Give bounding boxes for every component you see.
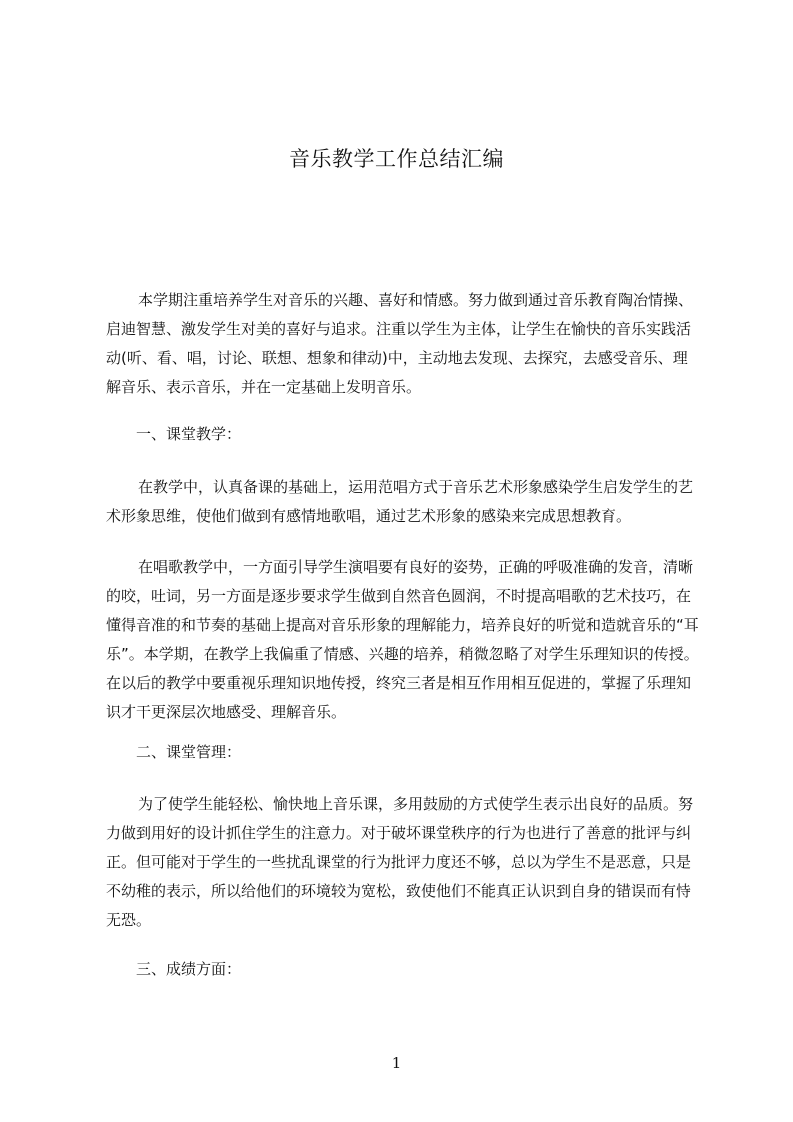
section-2-paragraph-1-block bbox=[106, 790, 700, 935]
section-1-paragraph-1-block bbox=[106, 473, 700, 531]
section-2-heading-block bbox=[106, 738, 700, 767]
intro-paragraph: 本学期注重培养学生对音乐的兴趣、喜好和情感。努力做到通过音乐教育陶冶情操、启迪智慧、激发学生对美的喜好与追求。注重以学生为主体，让学生在愉快的音乐实践活动(听、看、唱，讨论、联想、想象和律动)中，主动地去发现、去探究，去感受音乐、理解音乐、表示音乐，并在一定基础上发明音乐。 bbox=[106, 291, 694, 396]
document-title: 音乐教学工作总结汇编 bbox=[289, 147, 504, 171]
intro-paragraph-block bbox=[106, 286, 700, 402]
section-3-heading-block bbox=[106, 955, 700, 984]
section-1-paragraph-1: 在教学中，认真备课的基础上，运用范唱方式于音乐艺术形象感染学生启发学生的艺术形象思维，使他们做到有感情地歌唱，通过艺术形象的感染来完成思想教育。 bbox=[106, 478, 694, 525]
section-1-heading-block bbox=[106, 420, 700, 449]
section-1-paragraph-2-block bbox=[106, 553, 700, 727]
section-2-paragraph-1: 为了使学生能轻松、愉快地上音乐课，多用鼓励的方式使学生表示出良好的品质。努力做到用好的设计抓住学生的注意力。对于破坏课堂秩序的行为也进行了善意的批评与纠正。但可能对于学生的一些扰乱课堂的行为批评力度还不够，总以为学生不是恶意，只是不幼稚的表示，所以给他们的环境较为宽松，致使他们不能真正认识到自身的错误而有恃无恐。 bbox=[106, 795, 694, 929]
section-3-heading: 三、成绩方面： bbox=[136, 960, 242, 978]
section-2-heading: 二、课堂管理： bbox=[136, 743, 242, 761]
page-number: 1 bbox=[391, 1054, 402, 1072]
section-1-heading: 一、课堂教学： bbox=[136, 425, 242, 443]
section-1-paragraph-2: 在唱歌教学中，一方面引导学生演唱要有良好的姿势，正确的呼吸准确的发音，清晰的咬，吐词，另一方面是逐步要求学生做到自然音色圆润，不时提高唱歌的艺术技巧，在懂得音准的和节奏的基础上提高对音乐形象的理解能力，培养良好的听觉和造就音乐的“耳乐”。本学期，在教学上我偏重了情感、兴趣的培养，稍微忽略了对学生乐理知识的传授。在以后的教学中要重视乐理知识地传授，终究三者是相互作用相互促进的，掌握了乐理知识才干更深层次地感受、理解音乐。 bbox=[106, 558, 699, 721]
